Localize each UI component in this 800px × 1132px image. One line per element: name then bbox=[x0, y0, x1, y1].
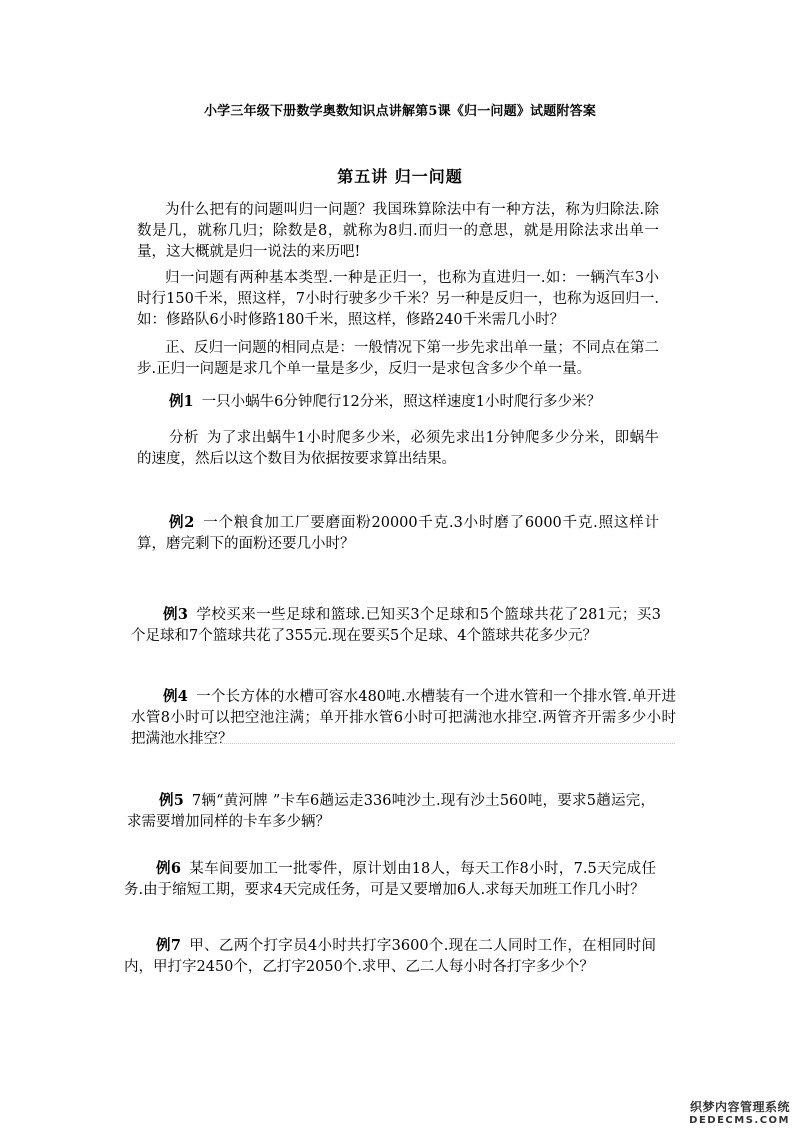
example-4 bbox=[131, 686, 676, 750]
example-2 bbox=[137, 512, 659, 555]
example-3-label: 例3 bbox=[163, 606, 189, 623]
example-1-text: 一只小蜗牛6分钟爬行12分米，照这样速度1小时爬行多少米？ bbox=[201, 394, 601, 410]
example-6 bbox=[124, 858, 656, 901]
example-3-text: 学校买来一些足球和篮球.已知买3个足球和5个篮球共花了281元；买3个足球和7个篮球共花了355元.现在要买5个足球、4个篮球共花多少元？ bbox=[131, 607, 661, 644]
analysis-paragraph bbox=[137, 428, 659, 470]
example-5-label: 例5 bbox=[159, 792, 184, 809]
intro-paragraph: 为什么把有的问题叫归一问题？我国珠算除法中有一种方法，称为归除法.除数是几，就称几归；除数是8，就称为8归.而归一的意思，就是用除法求出单一量，这大概就是归一说法的来历吧! bbox=[137, 202, 659, 260]
document-title: 小学三年级下册数学奥数知识点讲解第5课《归一问题》试题附答案 bbox=[203, 104, 597, 119]
watermark-main: 织梦内容管理系统 bbox=[689, 1100, 790, 1114]
example-1-label: 例1 bbox=[169, 393, 194, 410]
example-7-text: 甲、乙两个打字员4小时共打字3600个.现在二人同时工作，在相同时间内，甲打字2450个，乙打字2050个.求甲、乙二人每小时各打字多少个？ bbox=[124, 938, 657, 975]
types-paragraph: 归一问题有两种基本类型.一种是正归一，也称为直进归一.如：一辆汽车3小时行150千米，照这样，7小时行驶多少千米？另一种是反归一，也称为返回归一.如：修路队6小时修路180千米，照这样，修路240千米需几小时？ bbox=[137, 270, 659, 328]
example-2-text: 一个粮食加工厂要磨面粉20000千克.3小时磨了6000千克.照这样计算，磨完剩下的面粉还要几小时？ bbox=[137, 515, 659, 552]
example-5-text: 7辆“黄河牌 ”卡车6趟运走336吨沙土.现有沙土560吨，要求5趟运完，求需要增加同样的卡车多少辆？ bbox=[127, 793, 655, 830]
lecture-title: 第五讲 归一问题 bbox=[337, 167, 463, 186]
watermark bbox=[689, 1098, 790, 1126]
analysis-label: 分析 bbox=[169, 430, 199, 446]
example-3 bbox=[131, 604, 661, 647]
watermark-sub: DEDECMS.COM bbox=[689, 1115, 790, 1126]
dotted-divider bbox=[130, 743, 675, 744]
example-4-label: 例4 bbox=[163, 688, 188, 705]
example-7 bbox=[124, 935, 656, 978]
example-5 bbox=[127, 790, 655, 833]
analysis-text: 为了求出蜗牛1小时爬多少米，必须先求出1分钟爬多少分米，即蜗牛的速度，然后以这个数目为依据按要求算出结果。 bbox=[137, 430, 660, 467]
example-7-label: 例7 bbox=[156, 937, 181, 954]
example-2-label: 例2 bbox=[169, 514, 195, 531]
similarity-paragraph: 正、反归一问题的相同点是：一般情况下第一步先求出单一量；不同点在第二步.正归一问题是求几个单一量是多少，反归一是求包含多少个单一量。 bbox=[137, 340, 659, 377]
example-6-text: 某车间要加工一批零件，原计划由18人，每天工作8小时，7.5天完成任务.由于缩短工期，要求4天完成任务，可是又要增加6人.求每天加班工作几小时？ bbox=[124, 861, 657, 898]
example-4-text: 一个长方体的水槽可容水480吨.水槽装有一个进水管和一个排水管.单开进水管8小时可以把空池注满；单开排水管6小时可把满池水排空.两管齐开需多少小时把满池水排空？ bbox=[131, 689, 676, 747]
example-6-label: 例6 bbox=[156, 860, 181, 877]
example-1 bbox=[137, 391, 659, 413]
